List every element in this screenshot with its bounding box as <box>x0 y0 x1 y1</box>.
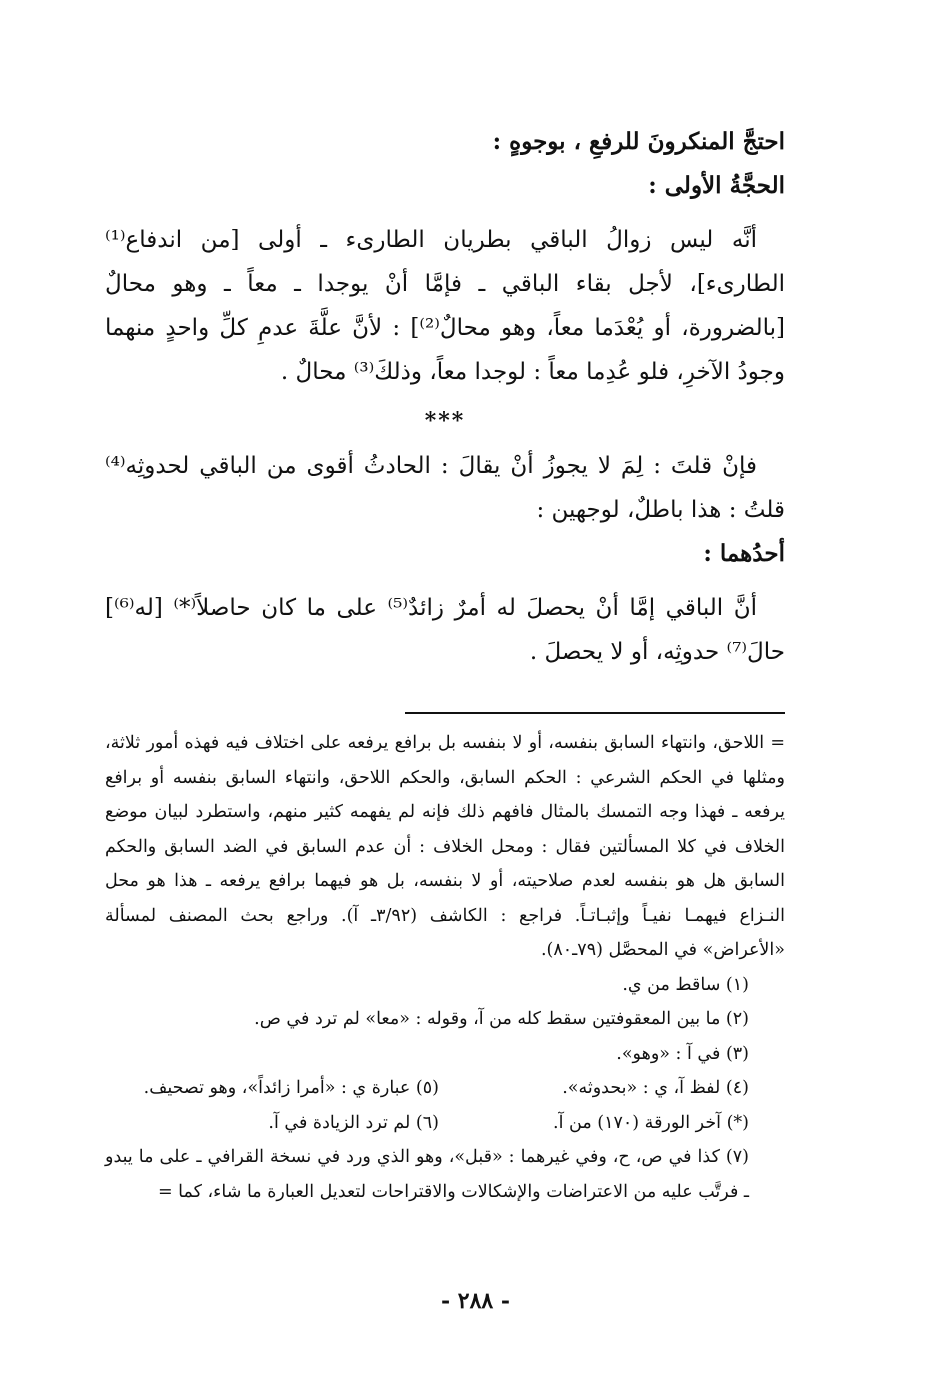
footnote-7: (٧) كذا في ص، ح، وفي غيرهما : «قبل»، وهو الذي ورد في نسخة القرافي ـ على ما يبدو ـ فرتَّب عليه من الاعتراضات والإشكالات والاقتراحات لتعديل العبارة ما شاء، كما = <box>105 1147 749 1202</box>
footnote-2: (٢) ما بين المعقوفتين سقط كله من آ، وقوله : «معا» لم ترد في ص. <box>254 1009 749 1029</box>
footnote-divider <box>405 712 785 714</box>
intro-heading: احتجَّ المنكرونَ للرفعِ ، بوجوهٍ : <box>492 128 785 155</box>
footnote-row-4-5 <box>105 1071 785 1106</box>
first-proof-heading: الحجَّةُ الأولى : <box>648 172 785 199</box>
footnote-1: (١) ساقط من ي. <box>622 974 749 995</box>
section-separator: *** <box>424 408 466 434</box>
footnote-continuation: = اللاحق، وانتهاء السابق بنفسه، أو لا بنفسه بل برافع يرفعه على اختلاف فيه فهذه أمور ثلاثة، ومثلها في الحكم الشرعي : الحكم السابق، والحكم اللاحق، وانتهاء السابق بنفسه أو برافع يرفعه ـ فهذا وجه التمسك بالمثال فافهم ذلك فإنه لم يفهمه كثير منهم، واستطرد لبيان موضع الخلاف في كلا المسألتين فقال : ومحل الخلاف : أن عدم السابق في الضد السابق والحكم السابق هل هو بنفسه لعدم صلاحيته، أو لا بنفسه، بل هو فيهما برافع يرفعه ـ هذا هو محل النـزاع فيهمـا نفيـاً وإثبـاتـاً. فراجع : الكاشف (٣/٩٢ـ آ). وراجع بحث المصنف لمسألة «الأعراض» في المحصَّل (٧٩ـ٨٠). <box>105 733 786 960</box>
first-proof-paragraph: أنَّه ليس زوالُ الباقي بطريان الطارىء ـ أولى [من اندفاع⁽¹⁾ الطارىء]، لأجل بقاء الباقي ـ فإمَّا أنْ يوجدا ـ معاً ـ وهو محالٌ [بالضرورة، أو يُعْدَما معاً، وهو محالٌ⁽²⁾] : لأنَّ علَّةَ عدمِ كلِّ واحدٍ منهما وجودُ الآخرِ، فلو عُدِما معاً : لوجدا معاً، وذلكَ⁽³⁾ محالٌ . <box>105 227 785 385</box>
footnote-4: (٤) لفظ آ، ي : «بحدوثه». <box>562 1078 749 1098</box>
first-reason-paragraph: أنَّ الباقي إمَّا أنْ يحصلَ له أمرٌ زائدٌ⁽⁵⁾ على ما كان حاصلاً⁽*⁾ [له⁽⁶⁾] حالَ⁽⁷⁾ حدوثِه، أو لا يحصلَ . <box>105 595 785 665</box>
footnotes-section <box>105 726 785 1209</box>
footnote-6: (٦) لم ترد الزيادة في آ. <box>268 1112 439 1133</box>
footnote-3: (٣) في آ : «وهو». <box>616 1043 749 1064</box>
footnote-star: (*) آخر الورقة (١٧٠) من آ. <box>553 1112 749 1133</box>
page-number: - ٢٨٨ - <box>440 1288 511 1314</box>
objection-paragraph: فإنْ قلتَ : لِمَ لا يجوزُ أنْ يقالَ : الحادثُ أقوى من الباقي لحدوثِه⁽⁴⁾ قلتُ : هذا باطلٌ، لوجهين : <box>105 453 785 523</box>
footnote-row-star-6 <box>105 1106 785 1141</box>
page-body <box>105 120 785 1209</box>
first-reason-heading: أحدُهما : <box>703 540 785 567</box>
footnote-5: (٥) عبارة ي : «أمرا زائداً»، وهو تصحيف. <box>143 1078 439 1098</box>
